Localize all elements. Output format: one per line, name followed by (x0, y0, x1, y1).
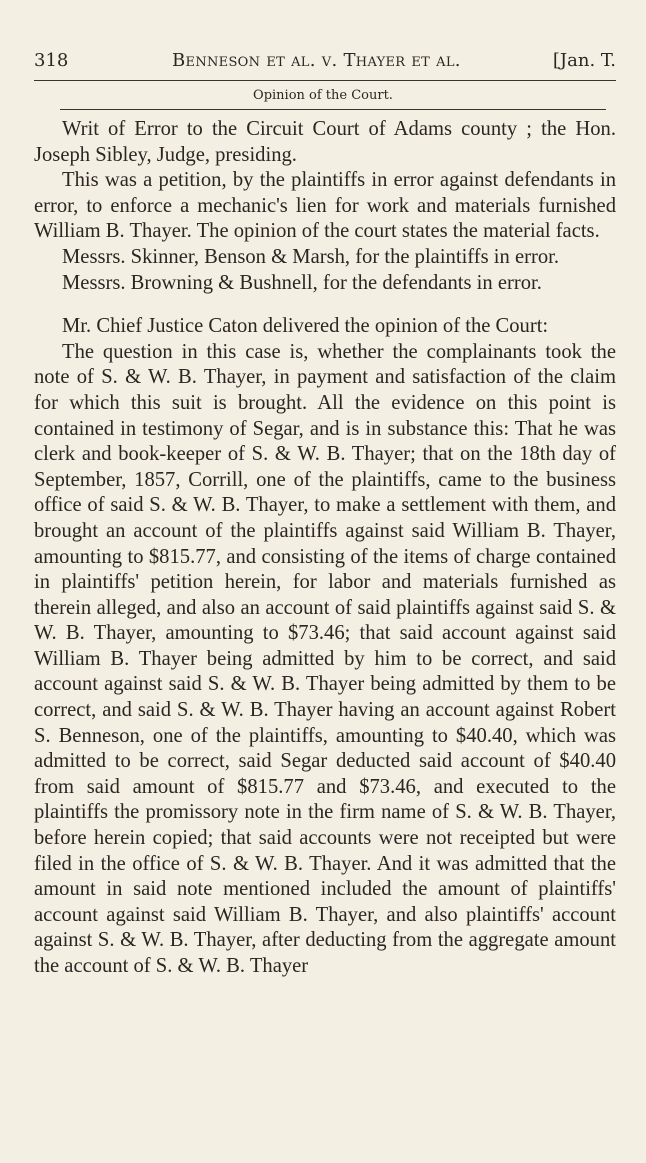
case-title: Benneson et al. v. Thayer et al. (172, 50, 461, 71)
header-rule (34, 80, 616, 81)
section-rule (60, 109, 606, 110)
opinion-paragraph: The question in this case is, whether the complainants took the note of S. & W. B. Thayer, in payment and satisfaction of the claim for which this suit is brought. All the evidence on this point is contained in testimony of Segar, and is in substance this: That he was clerk and book-keeper of S. & W. B. Thayer; that on the 18th day of September, 1857, Corrill, one of the plaintiffs, came to the business office of said S. & W. B. Thayer, to make a settlement with them, and brought an account of the plaintiffs against said William B. Thayer, amounting to $815.77, and consisting of the items of charge contained in plaintiffs' petition herein, for labor and materials furnished as therein alleged, and also an account of said plaintiffs against said S. & W. B. Thayer, amounting to $73.46; that said account against said William B. Thayer being admitted by him to be correct, and said account against said S. & W. B. Thayer being admitted by them to be correct, and said S. & W. B. Thayer having an account against Robert S. Benneson, one of the plaintiffs, amounting to $40.40, which was admitted to be correct, said Segar deducted said account of $40.40 from said amount of $815.77 and $73.46, and executed to the plaintiffs the promissory note in the firm name of S. & W. B. Thayer, before herein copied; that said accounts were not receipted but were filed in the office of S. & W. B. Thayer. And it was admitted that the amount in said note mentioned included the amount of plaintiffs' account against said William B. Thayer, and also plaintiffs' account against S. & W. B. Thayer, after deducting from the aggregate amount the account of S. & W. B. Thayer (34, 340, 616, 977)
running-head (34, 50, 616, 78)
section-label: Opinion of the Court. (253, 88, 393, 103)
page-number: 318 (34, 50, 69, 71)
counsel-defendants-paragraph: Messrs. Browning & Bushnell, for the defendants in error. (62, 271, 542, 294)
counsel-plaintiffs-paragraph: Messrs. Skinner, Benson & Marsh, for the plaintiffs in error. (62, 245, 559, 268)
body-text (34, 117, 616, 980)
term-label: [Jan. T. (552, 50, 616, 71)
opinion-intro-paragraph: Mr. Chief Justice Caton delivered the opinion of the Court: (62, 315, 549, 338)
writ-paragraph: Writ of Error to the Circuit Court of Adams county ; the Hon. Joseph Sibley, Judge, presiding. (34, 118, 616, 166)
summary-paragraph: This was a petition, by the plaintiffs in error against defendants in error, to enforce a mechanic's lien for work and materials furnished William B. Thayer. The opinion of the court states the material facts. (34, 169, 616, 243)
